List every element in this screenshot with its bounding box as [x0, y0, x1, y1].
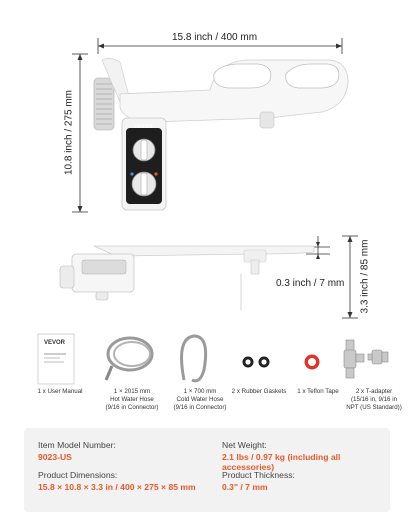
tape-icon: [305, 355, 320, 370]
thickness-spec-value: 0.3" / 7 mm: [222, 482, 268, 492]
model-label: Item Model Number:: [38, 440, 116, 450]
bidet-side-view: [56, 230, 320, 310]
manual-brand: VEVOR: [44, 340, 66, 346]
accessory-label-manual: 1 x User Manual: [37, 388, 83, 395]
thickness-spec-label: Product Thickness:: [222, 470, 295, 480]
gasket-icon: [243, 357, 270, 368]
depth-label: 3.3 inch / 85 mm: [359, 239, 371, 314]
accessories-illustrations: [20, 330, 400, 390]
t-adapter-icon: [344, 340, 388, 378]
height-label: 10.8 inch / 275 mm: [63, 89, 75, 176]
accessory-label-cold-hose: 1 × 700 mm Cold Water Hose (9/16 in Connector): [173, 388, 227, 411]
width-label: 15.8 inch / 400 mm: [172, 32, 258, 43]
weight-label: Net Weight:: [222, 440, 267, 450]
spec-panel: [24, 428, 390, 512]
dimensions-label: Product Dimensions:: [38, 470, 118, 480]
accessory-label-gaskets: 2 x Rubber Gaskets: [231, 388, 287, 395]
depth-dimension-line: [342, 236, 358, 318]
weight-value: 2.1 lbs / 0.97 kg (including all accessories): [222, 452, 341, 472]
model-value: 9023-US: [38, 452, 72, 462]
thickness-label: 0.3 inch / 7 mm: [276, 278, 345, 289]
device-brand-logo: VEVOR: [134, 124, 154, 130]
cold-hose-icon: [182, 336, 206, 381]
bidet-top-view: [90, 56, 350, 216]
adjustment-wheel: [94, 78, 114, 130]
accessory-label-t-adapter: 2 x T-adapter (15/16 in, 9/16 in NPT (US Standard)): [346, 388, 402, 411]
accessory-label-tape: 1 x Teflon Tape: [297, 388, 339, 395]
accessory-label-hot-hose: 1 × 2015 mm Hot Water Hose (9/16 in Connector): [105, 388, 159, 411]
dimensions-value: 15.8 × 10.8 × 3.3 in / 400 × 275 × 85 mm: [38, 482, 196, 492]
hot-hose-icon: [106, 338, 152, 380]
